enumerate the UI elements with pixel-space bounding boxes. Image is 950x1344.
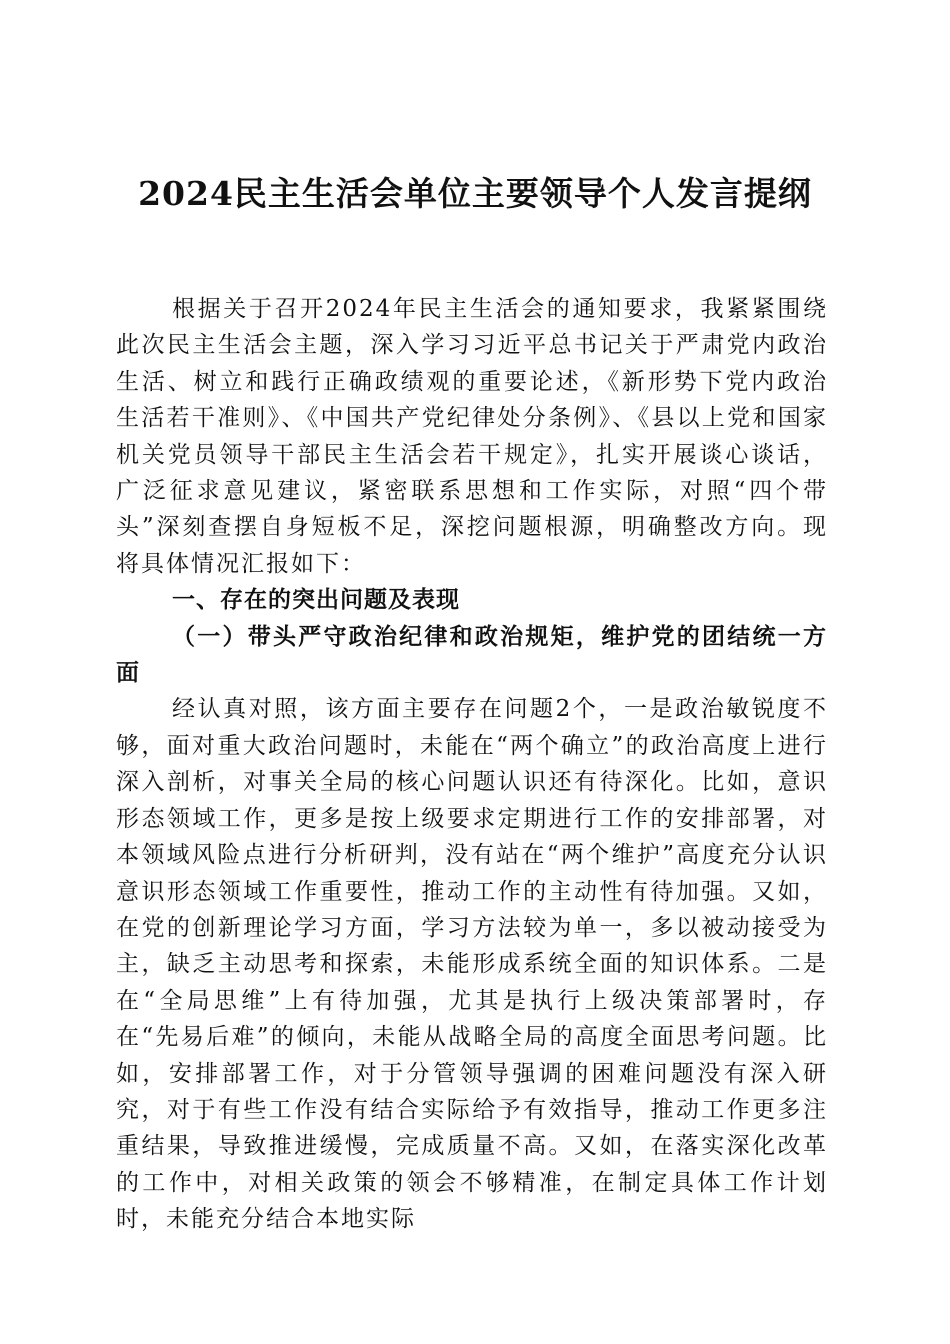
document-title: 2024民主生活会单位主要领导个人发言提纲 xyxy=(138,174,812,213)
section-heading-1: 一、存在的突出问题及表现 xyxy=(172,587,460,614)
subsection-heading-1: （一）带头严守政治纪律和政治规矩，维护党的团结统一方面 xyxy=(116,622,828,687)
subsection-1-paragraph: 经认真对照，该方面主要存在问题2个，一是政治敏锐度不够，面对重大政治问题时，未能在“两个确立”的政治高度上进行深入剖析，对事关全局的核心问题认识还有待深化。比如，意识形态领域工作，更多是按上级要求定期进行工作的安排部署，对本领域风险点进行分析研判，没有站在“两个维护”高度充分认识意识形态领域工作重要性，推动工作的主动性有待加强。又如，在党的创新理论学习方面，学习方法较为单一，多以被动接受为主，缺乏主动思考和探索，未能形成系统全面的知识体系。二是在“全局思维”上有待加强，尤其是执行上级决策部署时，存在“先易后难”的倾向，未能从战略全局的高度全面思考问题。比如，安排部署工作，对于分管领导强调的困难问题没有深入研究，对于有些工作没有结合实际给予有效指导，推动工作更多注重结果，导致推进缓慢，完成质量不高。又如，在落实深化改革的工作中，对相关政策的领会不够精准，在制定具体工作计划时，未能充分结合本地实际 xyxy=(116,696,828,1233)
document-body xyxy=(116,291,828,1238)
intro-paragraph: 根据关于召开2024年民主生活会的通知要求，我紧紧围绕此次民主生活会主题，深入学习习近平总书记关于严肃党内政治生活、树立和践行正确政绩观的重要论述，《新形势下党内政治生活若干准则》、《中国共产党纪律处分条例》、《县以上党和国家机关党员领导干部民主生活会若干规定》，扎实开展谈心谈话，广泛征求意见建议，紧密联系思想和工作实际，对照“四个带头”深刻查摆自身短板不足，深挖问题根源，明确整改方向。现将具体情况汇报如下： xyxy=(116,296,828,577)
